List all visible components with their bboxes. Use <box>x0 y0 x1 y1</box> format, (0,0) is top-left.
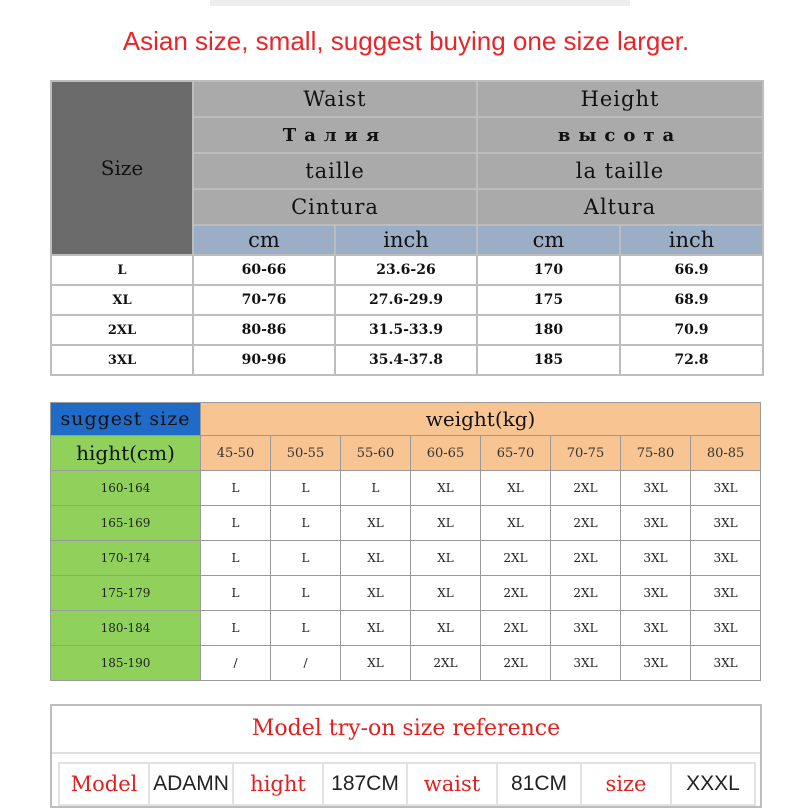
suggested-size-cell: / <box>201 646 271 681</box>
suggest-size-header: suggest size <box>51 403 201 436</box>
height-label-es: Altura <box>477 189 763 225</box>
height-inch-cell: 72.8 <box>620 345 763 375</box>
waist-cm-cell: 60-66 <box>193 255 335 285</box>
height-range: 175-179 <box>51 576 201 611</box>
table-row <box>51 255 763 285</box>
suggested-size-cell: 3XL <box>551 646 621 681</box>
model-divider <box>52 752 760 754</box>
suggested-size-cell: L <box>201 611 271 646</box>
weight-range: 60-65 <box>411 436 481 471</box>
height-cm-cell: 175 <box>477 285 620 315</box>
waist-label-en: Waist <box>193 81 477 117</box>
height-range: 170-174 <box>51 541 201 576</box>
suggested-size-cell: XL <box>341 611 411 646</box>
size-cell: 3XL <box>51 345 193 375</box>
table-row <box>51 315 763 345</box>
waist-cm-cell: 80-86 <box>193 315 335 345</box>
suggested-size-cell: XL <box>411 506 481 541</box>
suggest-size-table <box>50 402 761 681</box>
height-range: 165-169 <box>51 506 201 541</box>
suggested-size-cell: 3XL <box>621 576 691 611</box>
table-row <box>51 576 761 611</box>
suggested-size-cell: L <box>201 506 271 541</box>
suggested-size-cell: L <box>271 506 341 541</box>
model-size-value: XXXL <box>671 763 755 805</box>
suggested-size-cell: 2XL <box>481 576 551 611</box>
suggested-size-cell: 3XL <box>621 471 691 506</box>
suggested-size-cell: 3XL <box>551 611 621 646</box>
height-cm-cell: 170 <box>477 255 620 285</box>
suggested-size-cell: 3XL <box>621 611 691 646</box>
weight-range: 80-85 <box>691 436 761 471</box>
model-reference-title: Model try-on size reference <box>251 716 561 741</box>
height-cm-cell: 185 <box>477 345 620 375</box>
model-height-value: 187CM <box>323 763 407 805</box>
model-waist-label: waist <box>407 763 497 805</box>
suggested-size-cell: 2XL <box>551 471 621 506</box>
suggested-size-cell: L <box>341 471 411 506</box>
size-cell: 2XL <box>51 315 193 345</box>
table-row <box>51 646 761 681</box>
suggested-size-cell: 3XL <box>691 471 761 506</box>
suggested-size-cell: L <box>271 576 341 611</box>
height-inch-cell: 66.9 <box>620 255 763 285</box>
height-header: hight(cm) <box>51 436 201 471</box>
weight-range: 55-60 <box>341 436 411 471</box>
size-cell: L <box>51 255 193 285</box>
suggested-size-cell: 3XL <box>691 611 761 646</box>
suggested-size-cell: XL <box>411 541 481 576</box>
table-row <box>51 345 763 375</box>
model-waist-value: 81CM <box>497 763 581 805</box>
waist-label-ru: Талия <box>193 117 477 153</box>
height-label-ru: высота <box>477 117 763 153</box>
waist-inch-cell: 35.4-37.8 <box>335 345 477 375</box>
suggested-size-cell: 3XL <box>691 646 761 681</box>
unit-waist-cm: cm <box>193 225 335 255</box>
suggested-size-cell: 2XL <box>481 541 551 576</box>
size-warning-headline: Asian size, small, suggest buying one size larger. <box>122 26 690 56</box>
unit-height-inch: inch <box>620 225 763 255</box>
suggested-size-cell: XL <box>341 576 411 611</box>
suggested-size-cell: 2XL <box>551 576 621 611</box>
weight-range: 70-75 <box>551 436 621 471</box>
table-row <box>51 285 763 315</box>
table-row <box>51 471 761 506</box>
model-size-label: size <box>581 763 671 805</box>
table-row <box>51 506 761 541</box>
suggested-size-cell: 2XL <box>481 646 551 681</box>
height-range: 180-184 <box>51 611 201 646</box>
suggested-size-cell: XL <box>481 471 551 506</box>
weight-range: 50-55 <box>271 436 341 471</box>
height-inch-cell: 68.9 <box>620 285 763 315</box>
suggested-size-cell: 2XL <box>481 611 551 646</box>
suggested-size-cell: L <box>271 611 341 646</box>
height-label-en: Height <box>477 81 763 117</box>
weight-range: 45-50 <box>201 436 271 471</box>
unit-waist-inch: inch <box>335 225 477 255</box>
model-info-table <box>58 762 756 806</box>
suggested-size-cell: 3XL <box>691 576 761 611</box>
weight-header: weight(kg) <box>201 403 761 436</box>
suggested-size-cell: XL <box>341 541 411 576</box>
suggested-size-cell: L <box>201 576 271 611</box>
suggested-size-cell: XL <box>411 576 481 611</box>
model-label: Model <box>59 763 149 805</box>
table-row <box>51 541 761 576</box>
height-label-fr: la taille <box>477 153 763 189</box>
suggested-size-cell: XL <box>341 646 411 681</box>
weight-range: 75-80 <box>621 436 691 471</box>
waist-inch-cell: 27.6-29.9 <box>335 285 477 315</box>
suggested-size-cell: L <box>201 471 271 506</box>
top-divider <box>210 0 630 6</box>
suggested-size-cell: XL <box>481 506 551 541</box>
waist-label-fr: taille <box>193 153 477 189</box>
suggested-size-cell: 3XL <box>621 541 691 576</box>
size-chart-table <box>50 80 764 376</box>
suggested-size-cell: XL <box>411 611 481 646</box>
suggested-size-cell: / <box>271 646 341 681</box>
suggested-size-cell: L <box>201 541 271 576</box>
suggested-size-cell: 3XL <box>691 541 761 576</box>
size-header: Size <box>51 81 193 255</box>
height-cm-cell: 180 <box>477 315 620 345</box>
model-height-label: hight <box>233 763 323 805</box>
suggested-size-cell: L <box>271 471 341 506</box>
weight-range: 65-70 <box>481 436 551 471</box>
height-range: 185-190 <box>51 646 201 681</box>
waist-inch-cell: 31.5-33.9 <box>335 315 477 345</box>
waist-cm-cell: 90-96 <box>193 345 335 375</box>
suggested-size-cell: 2XL <box>551 506 621 541</box>
model-value: ADAMN <box>149 763 233 805</box>
waist-cm-cell: 70-76 <box>193 285 335 315</box>
height-range: 160-164 <box>51 471 201 506</box>
suggested-size-cell: 3XL <box>621 646 691 681</box>
suggested-size-cell: XL <box>341 506 411 541</box>
size-cell: XL <box>51 285 193 315</box>
model-reference-box <box>50 704 762 808</box>
suggested-size-cell: 3XL <box>621 506 691 541</box>
suggested-size-cell: XL <box>411 471 481 506</box>
waist-inch-cell: 23.6-26 <box>335 255 477 285</box>
suggested-size-cell: 2XL <box>411 646 481 681</box>
suggested-size-cell: 2XL <box>551 541 621 576</box>
waist-label-es: Cintura <box>193 189 477 225</box>
suggested-size-cell: 3XL <box>691 506 761 541</box>
table-row <box>51 611 761 646</box>
unit-height-cm: cm <box>477 225 620 255</box>
suggested-size-cell: L <box>271 541 341 576</box>
height-inch-cell: 70.9 <box>620 315 763 345</box>
